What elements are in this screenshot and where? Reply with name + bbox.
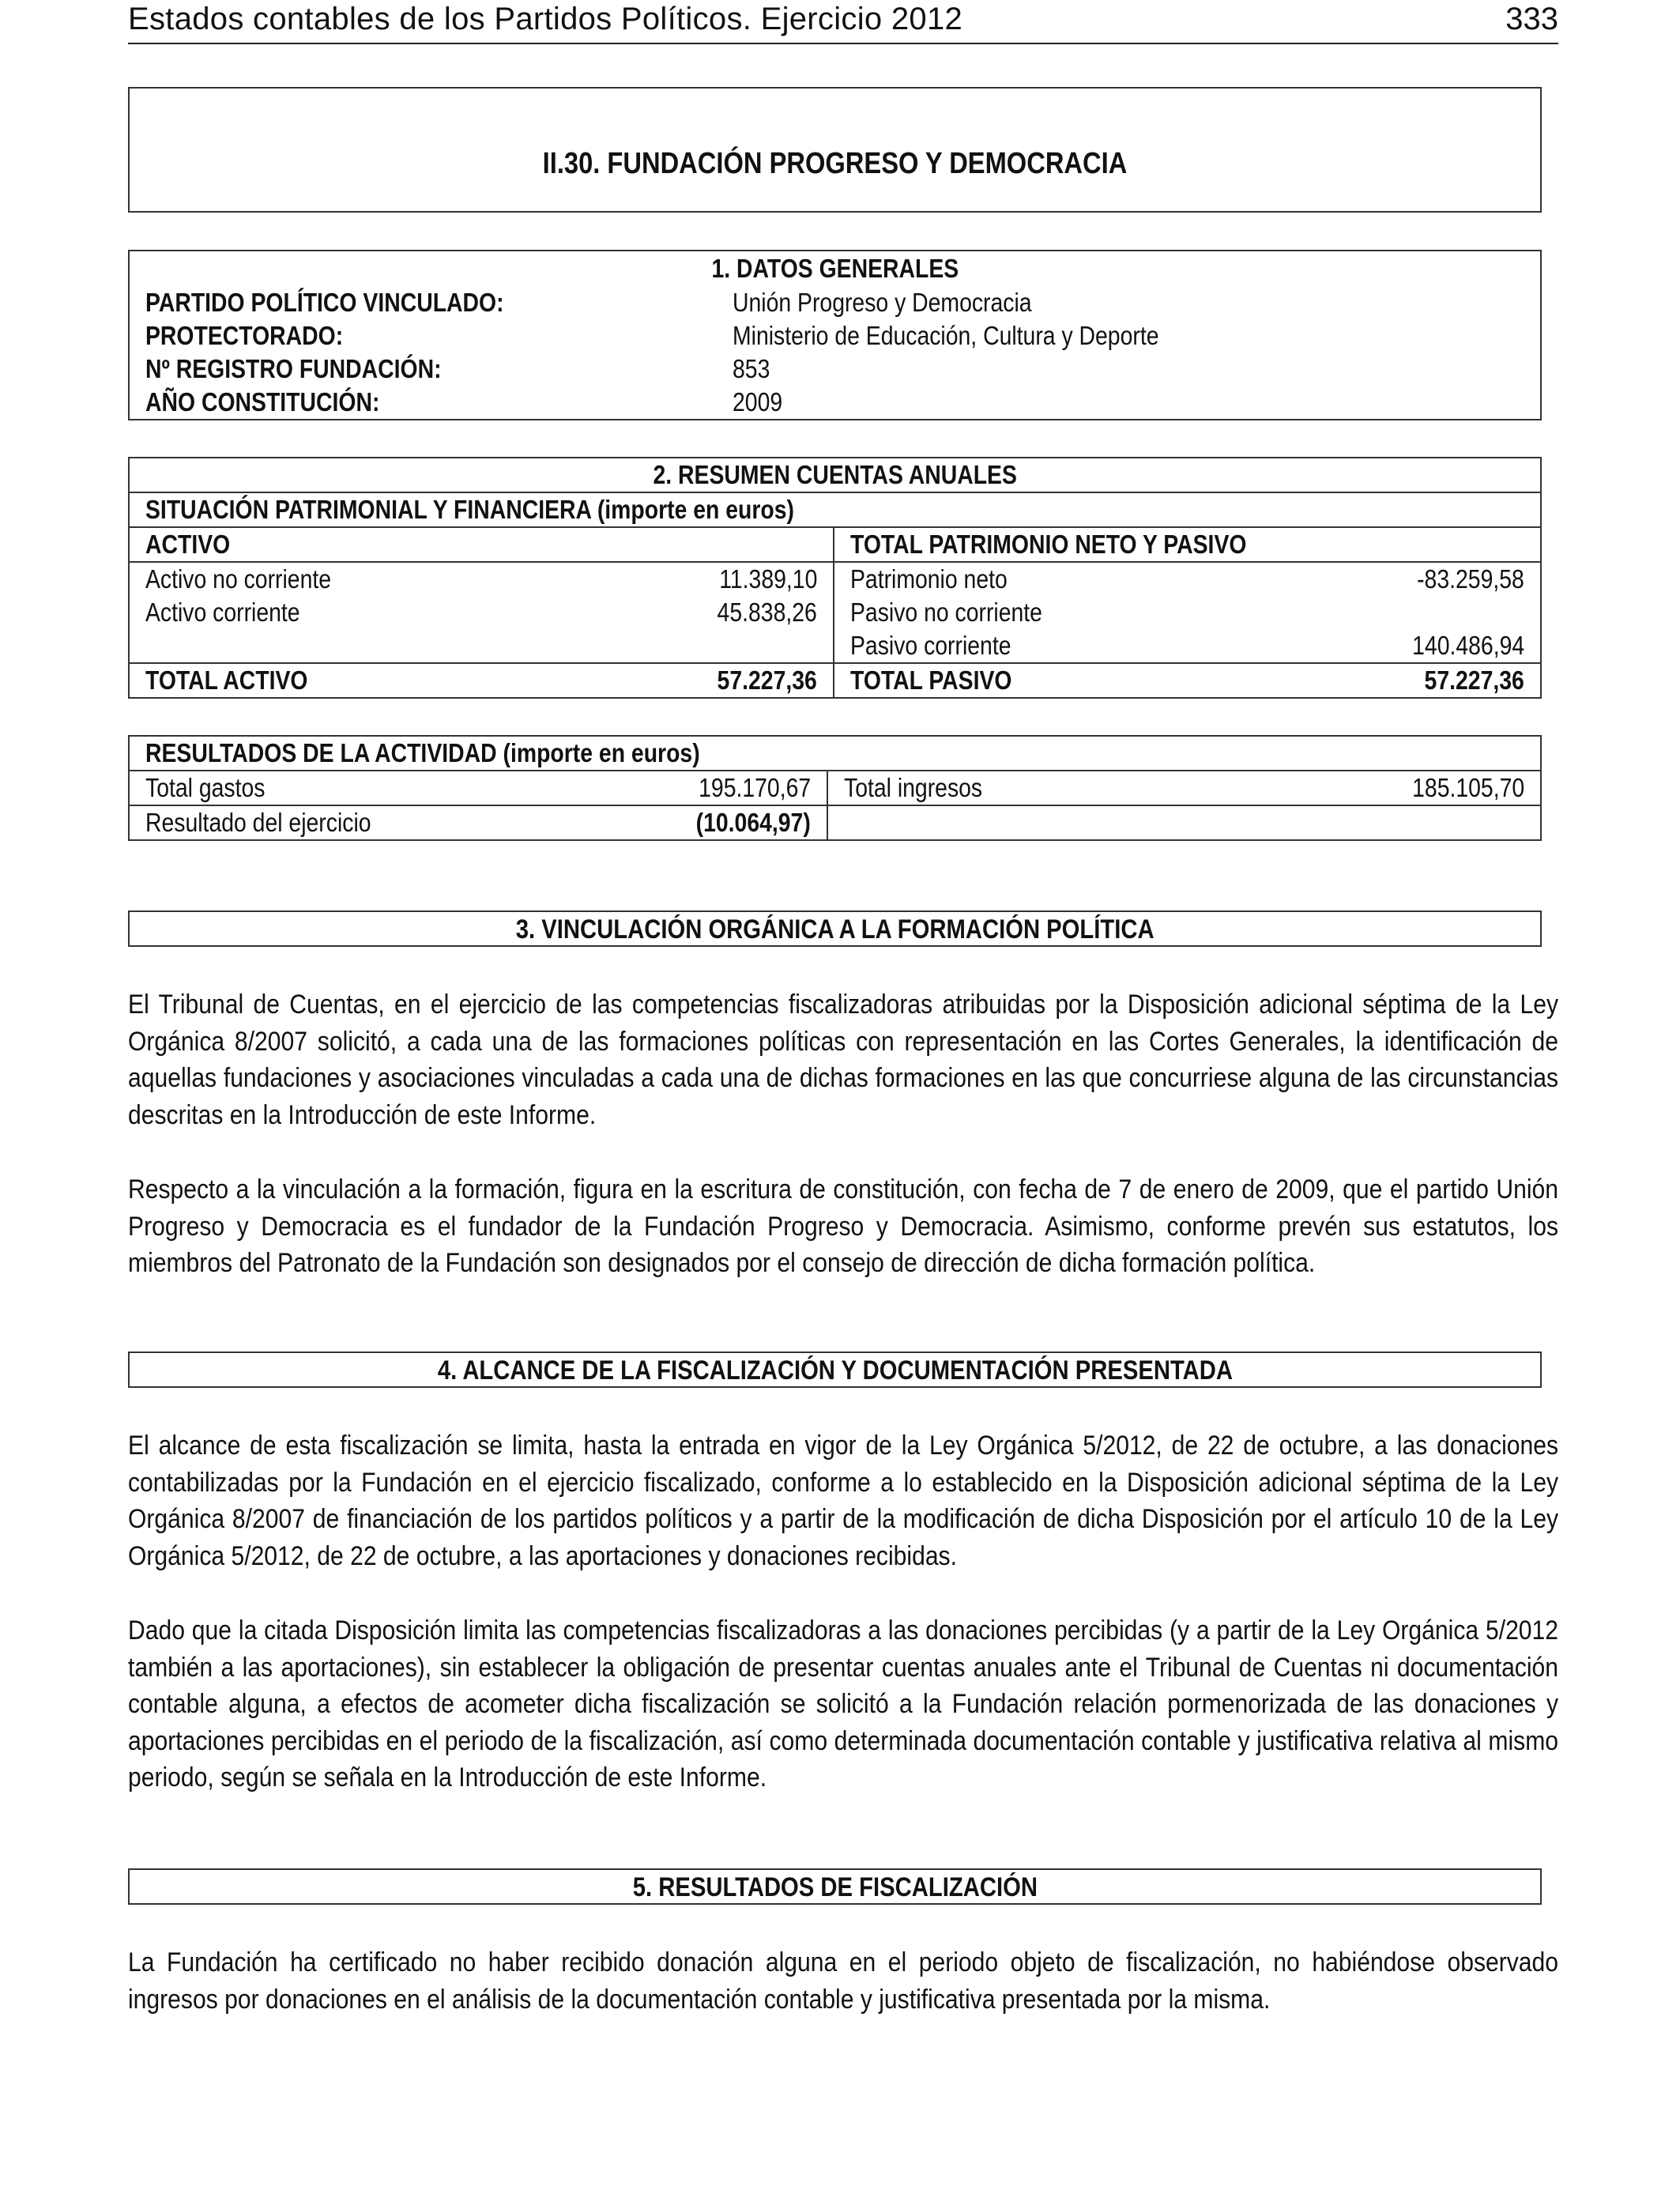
page-header (128, 0, 1558, 44)
table-heading-row (129, 736, 1541, 771)
row-value: Unión Progreso y Democracia (733, 288, 1032, 317)
total-activo-value: 57.227,36 (717, 665, 817, 695)
table-subheading-row (129, 492, 1541, 527)
gastos-value: 195.170,67 (698, 773, 811, 802)
table-row (129, 562, 1541, 596)
section-4-heading: 4. ALCANCE DE LA FISCALIZACIÓN Y DOCUMENTACIÓN PRESENTADA (437, 1355, 1233, 1385)
row-label: Nº REGISTRO FUNDACIÓN: (145, 354, 442, 383)
row-label: AÑO CONSTITUCIÓN: (145, 387, 380, 417)
resumen-subheading: SITUACIÓN PATRIMONIAL Y FINANCIERA (importe en euros) (145, 495, 794, 524)
total-pasivo-label: TOTAL PASIVO (850, 665, 1012, 695)
section-4-paragraph-1: El alcance de esta fiscalización se limita, hasta la entrada en vigor de la Ley Orgánica 5/2012, de 22 de octubre, a las donaciones contabilizadas por la Fundación en el ejercicio fiscalizado, conforme a lo establecido en la Disposición adicional séptima de la Ley Orgánica 8/2007 de financiación de los partidos políticos y a partir de la modificación de dicha Disposición por el artículo 10 de la Ley Orgánica 5/2012, de 22 de octubre, a las aportaciones y donaciones recibidas. (128, 1431, 1559, 1571)
resultados-table (128, 735, 1542, 841)
activo-label: Activo no corriente (145, 564, 332, 594)
pasivo-value: -83.259,58 (1417, 564, 1524, 594)
row-label: PROTECTORADO: (145, 321, 344, 350)
section-3-paragraph-2: Respecto a la vinculación a la formación, figura en la escritura de constitución, con fecha de 7 de enero de 2009, que el partido Unión Progreso y Democracia es el fundador de la Fundación Progreso y Democracia. Asimismo, conforme prevén sus estatutos, los miembros del Patronato de la Fundación son designados por el consejo de dirección de dicha formación política. (128, 1174, 1559, 1278)
section-3-heading: 3. VINCULACIÓN ORGÁNICA A LA FORMACIÓN POLÍTICA (515, 914, 1155, 944)
activo-value: 11.389,10 (718, 564, 817, 594)
table-row (129, 596, 1541, 629)
datos-generales-heading: 1. DATOS GENERALES (711, 254, 959, 283)
total-activo-label: TOTAL ACTIVO (145, 665, 308, 695)
activo-label: Activo corriente (145, 598, 300, 627)
ingresos-label: Total ingresos (844, 773, 983, 802)
pasivo-value: 140.486,94 (1411, 631, 1524, 660)
row-value: 853 (733, 354, 770, 383)
section-3-header (128, 910, 1542, 947)
table-heading-row (129, 458, 1541, 492)
page-number: 333 (1505, 2, 1558, 36)
resultado-value: (10.064,97) (695, 808, 811, 837)
row-label: PARTIDO POLÍTICO VINCULADO: (145, 288, 504, 317)
section-5-paragraph-1: La Fundación ha certificado no haber recibido donación alguna en el periodo objeto de fiscalización, no habiéndose observado ingresos por donaciones en el análisis de la documentación contable y justificativa presentada por la misma. (128, 1947, 1559, 2015)
table-row (129, 286, 1541, 319)
section-4-header (128, 1351, 1542, 1388)
ingresos-value: 185.105,70 (1411, 773, 1524, 802)
running-title: Estados contables de los Partidos Políticos. Ejercicio 2012 (128, 2, 963, 36)
table-total-row (129, 663, 1541, 698)
main-title: II.30. FUNDACIÓN PROGRESO Y DEMOCRACIA (542, 147, 1128, 180)
table-row (129, 771, 1541, 805)
table-row (129, 319, 1541, 352)
row-value: Ministerio de Educación, Cultura y Deporte (733, 321, 1159, 350)
section-3-paragraph-1: El Tribunal de Cuentas, en el ejercicio de las competencias fiscalizadoras atribuidas por la Disposición adicional séptima de la Ley Orgánica 8/2007 solicitó, a cada una de las formaciones políticas con representación en las Cortes Generales, la identificación de aquellas fundaciones y asociaciones vinculadas a cada una de dichas formaciones en las que concurriese alguna de las circunstancias descritas en la Introducción de este Informe. (128, 990, 1559, 1130)
resultados-heading: RESULTADOS DE LA ACTIVIDAD (importe en euros) (145, 738, 700, 767)
section-4-paragraph-2: Dado que la citada Disposición limita las competencias fiscalizadoras a las donaciones percibidas (y a partir de la Ley Orgánica 5/2012 también a las aportaciones), sin establecer la obligación de presentar cuentas anuales ante el Tribunal de Cuentas ni documentación contable alguna, a efectos de acometer dicha fiscalización se solicitó a la Fundación relación pormenorizada de las donaciones y aportaciones percibidas en el periodo de la fiscalización, así como determinada documentación contable y justificativa relativa al mismo periodo, según se señala en la Introducción de este Informe. (128, 1615, 1559, 1793)
pasivo-label: Pasivo corriente (850, 631, 1011, 660)
resumen-cuentas-table (128, 457, 1542, 699)
main-title-box (128, 87, 1542, 213)
section-5-header (128, 1868, 1542, 1905)
table-row (129, 386, 1541, 420)
section-5-heading: 5. RESULTADOS DE FISCALIZACIÓN (632, 1872, 1038, 1902)
gastos-label: Total gastos (145, 773, 266, 802)
table-row (129, 629, 1541, 663)
row-value: 2009 (733, 387, 783, 417)
total-pasivo-value: 57.227,36 (1424, 665, 1524, 695)
datos-generales-table (128, 250, 1542, 420)
pasivo-label: Pasivo no corriente (850, 598, 1042, 627)
pasivo-label: Patrimonio neto (850, 564, 1008, 594)
table-row (129, 805, 1541, 840)
pasivo-header: TOTAL PATRIMONIO NETO Y PASIVO (850, 530, 1247, 559)
resultado-label: Resultado del ejercicio (145, 808, 371, 837)
activo-value: 45.838,26 (717, 598, 817, 627)
table-header-row (129, 527, 1541, 562)
resumen-heading: 2. RESUMEN CUENTAS ANUALES (653, 460, 1017, 489)
activo-header: ACTIVO (145, 530, 231, 559)
table-heading-row (129, 251, 1541, 286)
table-row (129, 352, 1541, 386)
